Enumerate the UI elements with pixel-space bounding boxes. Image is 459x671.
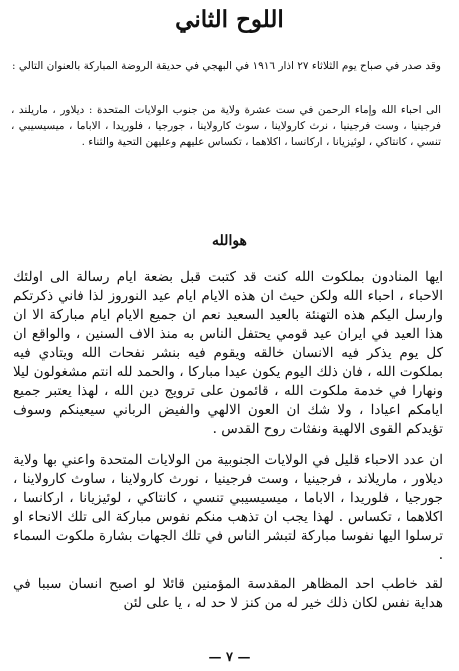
body-paragraph-3: لقد خاطب احد المظاهر المقدسة المؤمنين قائلا لو اصبح انسان سببا في هداية نفس لكان ذلك خير له من كنز لا حد له ، يا على لئن [13,576,443,611]
invocation-heading: هوالله [212,233,247,249]
address-text: الى احباء الله وإماء الرحمن في ست عشرة ولاية من جنوب الولايات المتحدة : ديلاور ، ماريلند ، فرجينيا ، وست فرجينيا ، نرث كارولاينا ، سوث كارولاينا ، جورجيا ، فلوريدا ، الاباما ، ميسيسيبي ، تنسي ، كانتاكي ، لوئيزيانا ، اركانسا ، اكلاهما ، تكساس عليهم وعليهن التحية والثناء . [11,104,441,148]
body-paragraph-2: ان عدد الاحباء قليل في الولايات الجنوبية من الولايات المتحدة واعني بها ولاية ديلاور ، ماريلاند ، فرجينيا ، وست فرجينيا ، نورث كارولاينا ، ساوث كارولاينا ، جورجيا ، فلوريدا ، الاباما ، ميسيسيبي تنسي ، كانتاكي ، لوئيزيانا ، اركانسا ، اكلاهما ، تكساس . لهذا يجب ان تذهب منكم نفوس مباركة الى تلك الانحاء او ترسلوا اليها نفوسا مباركة لتبشر الناس في تلك الجهات بشارة ملكوت السماء . [13,452,443,563]
introduction-text: وقد صدر في صباح يوم الثلاثاء ٢٧ اذار ١٩١٦ في البهجي في حديقة الروضة المباركة بالعنوان التالي : [12,60,441,72]
address-block [11,102,441,150]
body-paragraph-1: ايها المنادون بملكوت الله كنت قد كتبت قبل بضعة ايام رسالة الى اولئك الاحباء ، احباء الله ولكن حيث ان هذه الايام ايام عيد النوروز لذا فاني ذكرتكم وارسل اليكم هذه التهنئة بالعيد السعيد نعم ان جميع الايام ايام مباركة الا ان هذا العيد في ايران عيد قومي يحتفل الناس به منذ الاف السنين ، والواقع ان كل يوم يذكر فيه الانسان خالقه ويقوم فيه بنشر نفحات الله ويتادي فيه بملكوت الله ، فان ذلك اليوم يكون عيدا مباركا ، والحمد لله انتم مشغولون ليلا ونهارا في خدمة ملكوت الله ، قائمون على ترويج دين الله ، لهذا يعتبر جميع ايامكم اعيادا ، ولا شك ان العون الالهي والفيض الرباني سيعينكم وسوف تؤيدكم القوى الالهية ونفثات روح القدس . [13,269,443,437]
introduction-block [11,58,441,74]
page-number: — ٧ — [208,650,251,665]
tablet-body [13,268,443,623]
tablet-title: اللوح الثاني [175,6,284,33]
